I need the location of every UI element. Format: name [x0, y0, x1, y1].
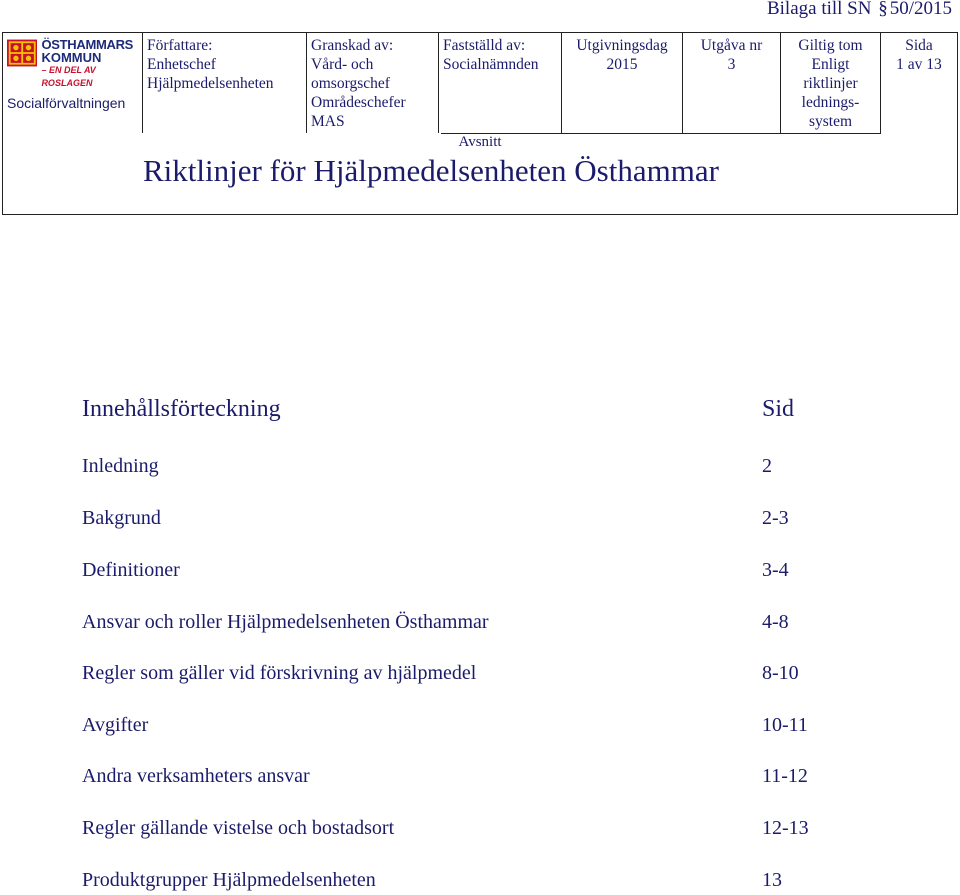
logo-line-3: – EN DEL AV ROSLAGEN: [41, 65, 96, 88]
author-label: Författare:: [147, 37, 213, 54]
toc-item-title: Regler som gäller vid förskrivning av hjälpmedel: [82, 662, 477, 684]
municipality-logo: [7, 38, 138, 90]
valid-until-line-3: lednings-: [801, 94, 860, 111]
approved-cell: [439, 33, 561, 133]
edition-cell: [683, 33, 781, 133]
reviewer-line-3: Områdeschefer: [311, 94, 406, 111]
toc-item-title: Andra verksamheters ansvar: [82, 765, 310, 787]
logo-cell: [3, 33, 143, 133]
page-label: Sida: [905, 37, 933, 54]
reviewer-line-1: Vård- och: [311, 56, 374, 73]
toc-heading: Innehållsförteckning: [82, 396, 281, 422]
toc-item-title: Ansvar och roller Hjälpmedelsenheten Östhammar: [82, 611, 489, 633]
paragraph-symbol: §: [878, 0, 888, 19]
issue-date-cell: [561, 33, 683, 133]
toc-item-page: 10-11: [762, 714, 808, 736]
reviewer-label: Granskad av:: [311, 37, 394, 54]
issue-date-label: Utgivningsdag: [576, 37, 668, 54]
organization-name: Socialförvaltningen: [7, 95, 126, 111]
toc-item-title: Bakgrund: [82, 507, 161, 529]
toc-item-title: Produktgrupper Hjälpmedelsenheten: [82, 869, 376, 891]
crest-icon: [7, 38, 37, 68]
attachment-number: 50/2015: [889, 0, 952, 19]
attachment-label: [767, 0, 952, 20]
valid-until-label: Giltig tom: [798, 37, 863, 54]
document-header: [2, 32, 958, 215]
toc-item-page: 11-12: [762, 765, 808, 787]
toc-item-page: 12-13: [762, 817, 809, 839]
toc-item-title: Avgifter: [82, 714, 149, 736]
toc-item-title: Inledning: [82, 455, 159, 477]
logo-line-2: KOMMUN: [41, 50, 102, 65]
document-title: Riktlinjer för Hjälpmedelsenheten Östhammar: [143, 153, 719, 188]
edition-value: 3: [727, 56, 736, 73]
valid-until-line-4: system: [808, 113, 853, 130]
reviewer-line-2: omsorgschef: [311, 75, 390, 92]
toc-item-page: 2: [762, 455, 772, 477]
toc-item-page: 3-4: [762, 559, 789, 581]
attachment-prefix: Bilaga till SN: [766, 0, 872, 19]
author-line-1: Enhetschef: [147, 56, 216, 73]
approved-by: Socialnämnden: [443, 56, 539, 73]
toc-item-page: 2-3: [762, 507, 789, 529]
toc-item-title: Regler gällande vistelse och bostadsort: [82, 817, 395, 839]
author-cell: [143, 33, 307, 133]
toc-item-page: 13: [762, 869, 782, 891]
section-label: Avsnitt: [458, 134, 502, 150]
approved-label: Fastställd av:: [443, 37, 526, 54]
edition-label: Utgåva nr: [700, 37, 763, 54]
toc-item-title: Definitioner: [82, 559, 180, 581]
page-value: 1 av 13: [896, 56, 942, 73]
valid-until-cell: [781, 33, 881, 133]
reviewer-cell: [307, 33, 439, 133]
valid-until-line-2: riktlinjer: [803, 75, 858, 92]
issue-date-value: 2015: [606, 56, 638, 73]
page-cell: [881, 33, 957, 133]
reviewer-line-4: MAS: [311, 113, 345, 130]
author-line-2: Hjälpmedelsenheten: [147, 75, 274, 92]
toc-item-page: 8-10: [762, 662, 799, 684]
valid-until-line-1: Enligt: [811, 56, 850, 73]
logo-line-1: ÖSTHAMMARS: [41, 37, 134, 52]
toc-item-page: 4-8: [762, 611, 789, 633]
toc-page-heading: Sid: [762, 396, 795, 422]
